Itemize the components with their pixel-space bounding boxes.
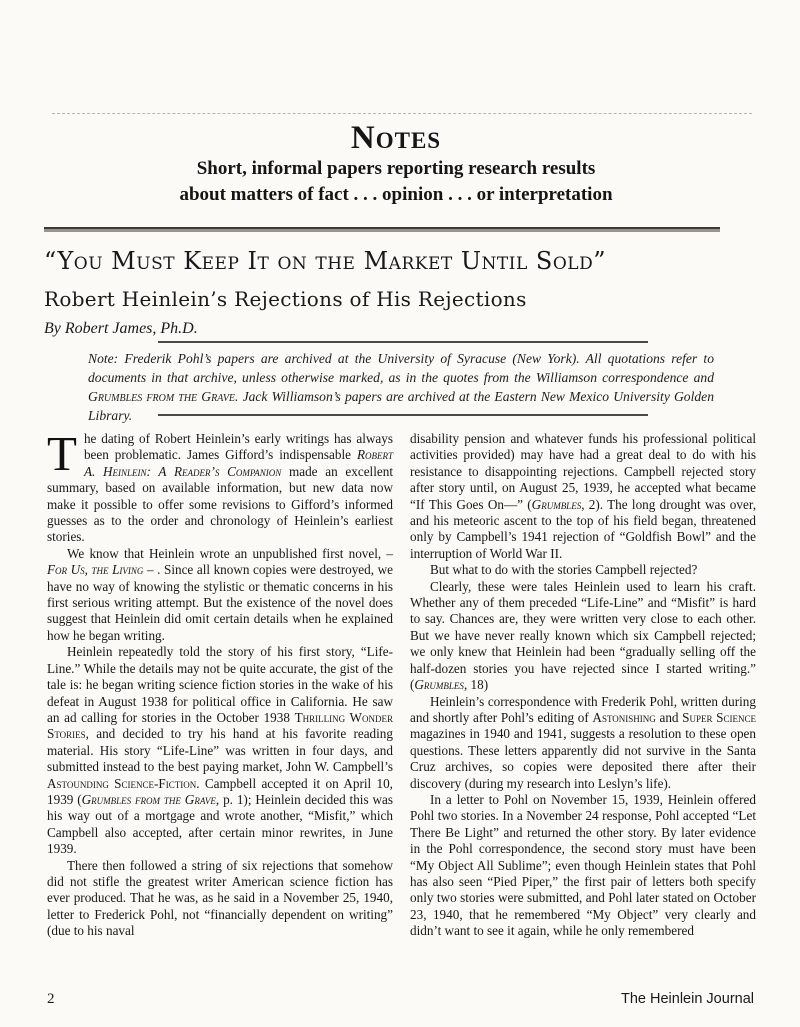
paragraph — [47, 426, 393, 546]
text-segment: . Campbell accepted it on April 10, 1939 ( — [47, 775, 393, 807]
text-segment: Grumbles — [414, 677, 464, 693]
text-segment: But what to do with the stories Campbell rejected? — [430, 562, 698, 578]
text-segment: Astonishing — [592, 709, 656, 725]
text-segment: , 18) — [463, 677, 489, 693]
page-number: 2 — [47, 991, 55, 1007]
text-segment: made an excellent summary, based on available information, but new data now make it possible to offer some revisions to Gifford’s informed guesses as to the order and chronology of Heinlein’s earliest stories. — [47, 463, 393, 545]
left-column — [47, 426, 393, 940]
text-segment: Thrilling Wonder Stories — [47, 709, 393, 742]
scan-artifact-line — [52, 113, 752, 114]
paragraph — [47, 644, 393, 857]
text-segment: Note: Frederik Pohl’s papers are archived at the University of Syracuse (New York). All quotations refer to documents in that archive, unless otherwise marked, as in the quotes from the Williamson correspondence and — [88, 351, 714, 385]
text-segment: disability pension and whatever funds his professional political activities provided) may have had a great deal to do with his resistance to disappointing rejections. Campbell rejected story after story until, on August 25, 1939, he accepted what became “If This Goes On—” ( — [410, 431, 756, 512]
text-segment: Grumbles from the Grave — [88, 389, 236, 404]
text-segment: , p. 1); Heinlein decided this was his way out of a mortgage and wrote another, “Misfit,” which Campbell also accepted, after certain minor rewrites, in June 1939. — [47, 791, 393, 857]
text-segment: and — [655, 709, 683, 725]
right-column — [410, 431, 756, 940]
text-segment: Grumbles from the Grave — [81, 791, 216, 807]
article-title: “You Must Keep It on the Market Until Sold” — [44, 247, 606, 275]
drop-cap: T — [47, 426, 77, 481]
journal-name: The Heinlein Journal — [621, 991, 754, 1007]
paragraph — [410, 562, 756, 578]
article-byline: By Robert James, Ph.D. — [44, 320, 198, 337]
text-segment: Super Science — [682, 709, 757, 725]
text-segment: , and decided to try his hand at his favorite reading material. His story “Life-Line” was written in four days, and submitted instead to the best paying market, John W. Campbell’s — [47, 726, 393, 775]
paragraph — [410, 579, 756, 694]
text-segment: Heinlein’s correspondence with Frederik Pohl, written during and shortly after Pohl’s editing of — [410, 693, 756, 725]
text-segment: magazines in 1940 and 1941, suggests a resolution to these open questions. These letters apparently did not survive in the Santa Cruz archives, so copies were deposited there after their discovery (during my research into Leslyn’s life). — [410, 726, 756, 791]
note-divider-bottom — [158, 414, 648, 416]
article-subtitle: Robert Heinlein’s Rejections of His Rejections — [44, 287, 527, 311]
paragraph — [410, 431, 756, 562]
text-segment: , 2). The long drought was over, and his meteoric ascent to the top of his field began, threatened only by Campbell’s 1941 rejection of “Goldfish Bowl” and the interruption of World War II. — [410, 496, 756, 561]
text-segment: For Us, the Living — [47, 562, 144, 578]
paragraph — [47, 858, 393, 940]
page-footer — [47, 991, 754, 1008]
paragraph — [47, 546, 393, 644]
text-segment: Robert A. Heinlein: A Reader’s Companion — [83, 447, 393, 479]
text-segment: Clearly, these were tales Heinlein used to learn his craft. Whether any of them preceded “Life-Line” and “Misfit” is hard to say. Chances are, they were written very close to each other. But we have never really known which six Campbell rejected; we only knew that Heinlein had been “gradually selling off the half-dozen stories you have rejected since I started writing.” ( — [410, 578, 756, 693]
section-header — [40, 120, 752, 208]
section-subtitle-line1: Short, informal papers reporting research results — [196, 158, 596, 179]
article-body — [47, 426, 757, 940]
text-segment: he dating of Robert Heinlein’s early writings has always been problematic. James Gifford’s indispensable — [83, 431, 393, 463]
text-segment: – . Since all known copies were destroyed, we have no way of knowing the stylistic or thematic concerns in his first serious writing attempt. But the existence of the novel does suggest that Heinlein did omit certain details when he explained how he began writing. — [47, 562, 393, 643]
text-segment: In a letter to Pohl on November 15, 1939, Heinlein offered Pohl two stories. In a November 24 response, Pohl accepted “Let There Be Light” and returned the other story. By later evidence in the Pohl correspondence, the second story must have been “My Object All Sublime”; even though Heinlein states that Pohl has also seen “Pied Piper,” the first pair of letters both specify only two stories were submitted, and Pohl later stated on October 23, 1940, that he remembered “My Object” very clearly and didn’t want to see it again, while he only remembered — [410, 791, 756, 939]
section-title: Notes — [350, 120, 442, 156]
text-segment: . Jack Williamson’s papers are archived at the Eastern New Mexico University Golden Library. — [88, 389, 714, 423]
section-subtitle-line2: about matters of fact . . . opinion . . . or interpretation — [179, 184, 613, 205]
header-divider-rule — [44, 227, 720, 232]
text-segment: Astounding Science-Fiction — [47, 775, 197, 791]
paragraph — [410, 694, 756, 792]
text-segment: There then followed a string of six rejections that somehow did not stifle the greatest writer American science fiction has ever produced. That he was, as he said in a November 25, 1940, letter to Frederick Pohl, not “financially dependent on writing” (due to his naval — [47, 857, 393, 939]
text-segment: Heinlein repeatedly told the story of his first story, “Life-Line.” While the details may not be quite accurate, the gist of the tale is: he began writing science fiction stories in the wake of his defeat in August 1938 for political office in California. He saw an ad calling for stories in the October 1938 — [47, 644, 393, 725]
text-segment: Grumbles — [531, 496, 582, 512]
text-segment: We know that Heinlein wrote an unpublished first novel, – — [67, 545, 393, 561]
paragraph — [410, 792, 756, 940]
note-divider-top — [158, 341, 648, 343]
